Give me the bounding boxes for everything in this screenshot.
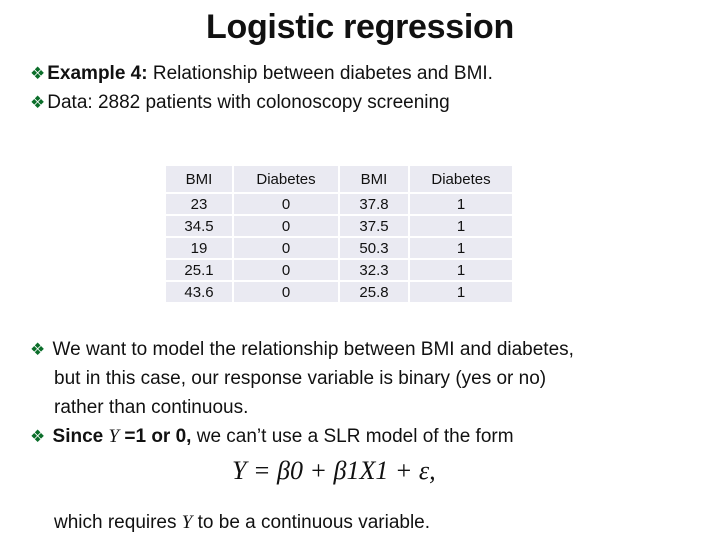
p1-line1: We want to model the relationship between BMI and diabetes, (52, 339, 574, 360)
table-cell: 34.5 (166, 216, 232, 236)
equation-text: Y = β0 + β1X1 + ε, (232, 456, 436, 485)
slide-title: Logistic regression (206, 8, 514, 46)
p3-post: to be a continuous variable. (192, 512, 431, 533)
table-cell: 19 (166, 238, 232, 258)
p2-rest: we can’t use a SLR model of the form (191, 426, 514, 447)
bullet-data (30, 92, 450, 114)
example-text: Relationship between diabetes and BMI. (147, 63, 493, 84)
diamond-bullet-icon: ❖ (30, 427, 46, 446)
p2-since: Since (52, 426, 109, 447)
table-cell: 1 (410, 194, 512, 214)
table-row (166, 194, 512, 214)
slr-equation (232, 456, 436, 486)
p1-line2: but in this case, our response variable is binary (yes or no) (54, 368, 547, 389)
example-label: Example 4: (47, 63, 148, 84)
diamond-bullet-icon: ❖ (30, 340, 46, 359)
table-cell: 0 (234, 216, 338, 236)
bullet-example (30, 63, 493, 85)
table-cell: 23 (166, 194, 232, 214)
table-cell: 0 (234, 194, 338, 214)
table-cell: 1 (410, 238, 512, 258)
header-bmi-2: BMI (340, 166, 408, 192)
table-cell: 1 (410, 216, 512, 236)
data-text: Data: 2882 patients with colonoscopy screening (47, 92, 450, 113)
table-cell: 25.1 (166, 260, 232, 280)
table-row (166, 282, 512, 302)
diamond-bullet-icon: ❖ (30, 93, 46, 112)
bmi-diabetes-table (164, 164, 514, 304)
table-cell: 0 (234, 282, 338, 302)
table-header-row (166, 166, 512, 192)
p3-pre: which requires (54, 512, 182, 533)
p1-line3: rather than continuous. (54, 397, 249, 418)
table-cell: 32.3 (340, 260, 408, 280)
p2-y-var: Y (108, 426, 120, 447)
paragraph-model-bmi (30, 335, 574, 451)
table-row (166, 238, 512, 258)
header-diabetes-1: Diabetes (234, 166, 338, 192)
p3-y-var: Y (181, 512, 193, 533)
table-row (166, 216, 512, 236)
table-cell: 43.6 (166, 282, 232, 302)
p2-eq: =1 or 0, (119, 426, 192, 447)
table-row (166, 260, 512, 280)
table-cell: 1 (410, 260, 512, 280)
paragraph-requires (30, 508, 430, 537)
table-cell: 0 (234, 238, 338, 258)
table-cell: 1 (410, 282, 512, 302)
diamond-bullet-icon: ❖ (30, 64, 46, 83)
table-cell: 50.3 (340, 238, 408, 258)
table-cell: 37.8 (340, 194, 408, 214)
header-diabetes-2: Diabetes (410, 166, 512, 192)
table-cell: 0 (234, 260, 338, 280)
header-bmi-1: BMI (166, 166, 232, 192)
table-cell: 37.5 (340, 216, 408, 236)
table-cell: 25.8 (340, 282, 408, 302)
